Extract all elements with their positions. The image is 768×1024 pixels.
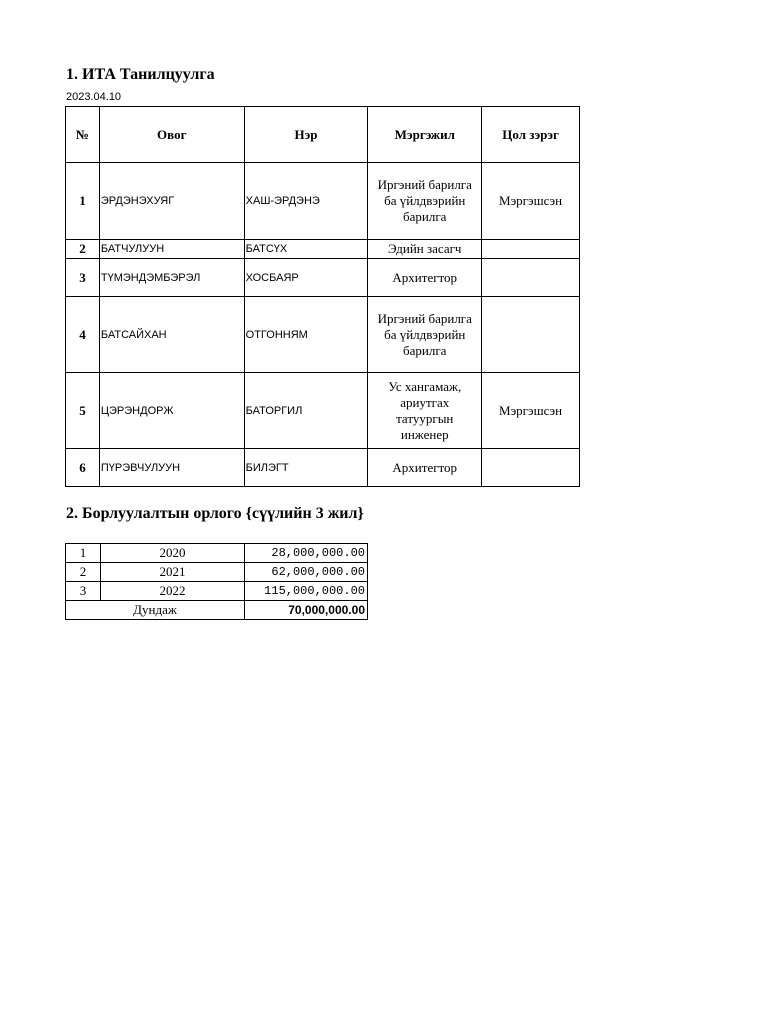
- average-label: Дундаж: [66, 601, 245, 620]
- table-row: [66, 563, 368, 582]
- sales-average-row: [66, 601, 368, 620]
- row-name: ОТГОННЯМ: [244, 297, 368, 373]
- row-name: БАТОРГИЛ: [244, 373, 368, 449]
- row-no: 6: [66, 449, 100, 487]
- table-row: [66, 240, 580, 259]
- row-rank: [482, 240, 580, 259]
- table-row: [66, 582, 368, 601]
- sales-row-year: 2021: [101, 563, 245, 582]
- table-row: [66, 163, 580, 240]
- sales-row-amount: 28,000,000.00: [245, 544, 368, 563]
- table-row: [66, 297, 580, 373]
- row-rank: Мэргэшсэн: [482, 373, 580, 449]
- row-profession: Иргэний барилга ба үйлдвэрийн барилга: [368, 163, 482, 240]
- row-profession: Архитегтор: [368, 259, 482, 297]
- row-rank: [482, 449, 580, 487]
- row-surname: ТҮМЭНДЭМБЭРЭЛ: [99, 259, 244, 297]
- row-profession: Эдийн засагч: [368, 240, 482, 259]
- row-no: 3: [66, 259, 100, 297]
- row-rank: [482, 297, 580, 373]
- document-date: 2023.04.10: [66, 91, 122, 103]
- staff-table: [65, 106, 580, 487]
- staff-table-header: [66, 107, 580, 163]
- sales-table: [65, 543, 368, 620]
- row-no: 5: [66, 373, 100, 449]
- table-row: [66, 373, 580, 449]
- sales-row-no: 3: [66, 582, 101, 601]
- row-name: БИЛЭГТ: [244, 449, 368, 487]
- row-profession: Архитегтор: [368, 449, 482, 487]
- sales-row-amount: 62,000,000.00: [245, 563, 368, 582]
- row-name: БАТСҮХ: [244, 240, 368, 259]
- section-1-title: 1. ИТА Танилцуулга: [66, 66, 215, 83]
- average-value: 70,000,000.00: [245, 601, 368, 620]
- row-profession: Иргэний барилга ба үйлдвэрийн барилга: [368, 297, 482, 373]
- col-header-no: №: [66, 107, 100, 163]
- table-row: [66, 544, 368, 563]
- sales-row-no: 2: [66, 563, 101, 582]
- row-no: 2: [66, 240, 100, 259]
- row-no: 4: [66, 297, 100, 373]
- sales-row-year: 2022: [101, 582, 245, 601]
- row-surname: ПҮРЭВЧУЛУУН: [99, 449, 244, 487]
- row-no: 1: [66, 163, 100, 240]
- row-surname: БАТЧУЛУУН: [99, 240, 244, 259]
- col-header-surname: Овог: [99, 107, 244, 163]
- row-surname: БАТСАЙХАН: [99, 297, 244, 373]
- section-2-title: 2. Борлуулалтын орлого {сүүлийн 3 жил}: [66, 505, 364, 522]
- sales-row-amount: 115,000,000.00: [245, 582, 368, 601]
- row-profession: Ус хангамаж, ариутгах татуургын инженер: [368, 373, 482, 449]
- table-row: [66, 449, 580, 487]
- row-surname: ЦЭРЭНДОРЖ: [99, 373, 244, 449]
- sales-row-year: 2020: [101, 544, 245, 563]
- row-name: ХОСБАЯР: [244, 259, 368, 297]
- row-name: ХАШ-ЭРДЭНЭ: [244, 163, 368, 240]
- col-header-profession: Мэргэжил: [368, 107, 482, 163]
- row-rank: [482, 259, 580, 297]
- col-header-rank: Цол зэрэг: [482, 107, 580, 163]
- table-row: [66, 259, 580, 297]
- row-rank: Мэргэшсэн: [482, 163, 580, 240]
- sales-row-no: 1: [66, 544, 101, 563]
- row-surname: ЭРДЭНЭХУЯГ: [99, 163, 244, 240]
- col-header-name: Нэр: [244, 107, 368, 163]
